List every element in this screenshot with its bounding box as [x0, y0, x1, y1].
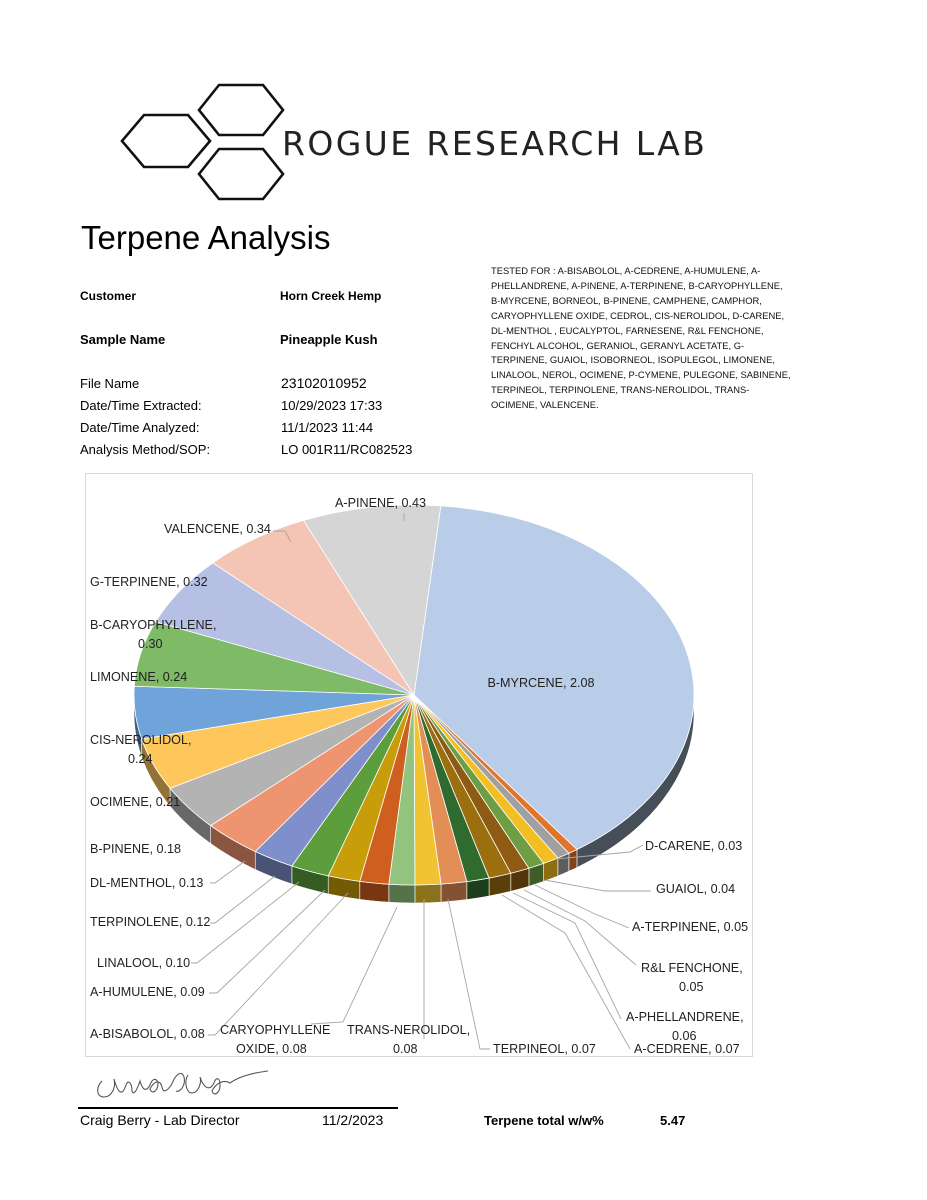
file-name-value: 23102010952: [281, 375, 367, 391]
data-label-a-pinene: A-PINENE, 0.43: [335, 496, 426, 510]
page-title: Terpene Analysis: [81, 219, 331, 256]
pie-side-trans-nerolidol: [441, 882, 467, 903]
data-label-trans-nerolidol: TRANS-NEROLIDOL, 0.08: [347, 1023, 471, 1056]
data-label-cis-nerolidol: CIS-NEROLIDOL, 0.24: [90, 733, 192, 766]
lab-name-logo-text: ROGUE RESEARCH LAB: [282, 124, 708, 163]
date-extracted-value: 10/29/2023 17:33: [281, 398, 383, 413]
terpene-pie-chart: [85, 473, 753, 1057]
sample-name-value: Pineapple Kush: [280, 332, 378, 347]
date-extracted-label: Date/Time Extracted:: [80, 398, 202, 413]
data-label-caryophyllene-oxide: CARYOPHYLLENE OXIDE, 0.08: [220, 1023, 331, 1056]
analysis-method-label: Analysis Method/SOP:: [80, 442, 211, 457]
pie-side-a-bisabolol: [389, 884, 415, 903]
data-label-a-phellandrene: A-PHELLANDRENE, 0.06: [626, 1010, 744, 1043]
data-label-a-cedrene: A-CEDRENE, 0.07: [634, 1042, 740, 1056]
pie-side-caryophyllene-oxide: [415, 884, 441, 903]
leader-line: [524, 890, 636, 965]
data-label-linalool: LINALOOL, 0.10: [97, 956, 191, 970]
date-analyzed-value: 11/1/2023 11:44: [281, 420, 374, 435]
customer-value: Horn Creek Hemp: [280, 289, 382, 303]
data-label-terpineol: TERPINEOL, 0.07: [493, 1042, 596, 1056]
data-label-valencene: VALENCENE, 0.34: [164, 522, 271, 536]
sample-name-label: Sample Name: [80, 332, 166, 347]
hexagon-logo-icon: [115, 78, 285, 203]
leader-line: [502, 895, 630, 1049]
leader-line: [311, 907, 397, 1024]
data-label-guaiol: GUAIOL, 0.04: [656, 882, 736, 896]
pie-slices: [134, 505, 694, 885]
pie-side-a-humulene: [360, 881, 389, 902]
data-label-d-carene: D-CARENE, 0.03: [645, 839, 743, 853]
data-label-a-terpinene: A-TERPINENE, 0.05: [632, 920, 749, 934]
leader-line: [210, 861, 245, 883]
data-label-limonene: LIMONENE, 0.24: [90, 670, 188, 684]
signature-image: [92, 1063, 282, 1105]
tested-for-list: TESTED FOR : A-BISABOLOL, A-CEDRENE, A-HUMULENE, A-PHELLANDRENE, A-PINENE, A-TERPINENE, B-CARYOPHYLLENE, B-MYRCENE, BORNEOL, B-PINENE, CAMPHENE, CAMPHOR, CARYOPHYLLENE OXIDE, CEDROL, CIS-NEROLIDOL, D-CARENE, DL-MENTHOL , EUCALYPTOL, FARNESENE, R&L FENCHONE, FENCHYL ALCOHOL, GERANIOL, GERANYL ACETATE, G-TERPINENE, GUAIOL, ISOBORNEOL, ISOPULEGOL, LIMONENE, LINALOOL, NEROL, OCIMENE, P-CYMENE, PULEGONE, SABINENE, TERPINEOL, TERPINOLENE, TRANS-NEROLIDOL, TRANS-OCIMENE, VALENCENE.: [491, 265, 791, 411]
report-date: 11/2/2023: [322, 1112, 384, 1128]
customer-label: Customer: [80, 289, 137, 303]
data-label-b-pinene: B-PINENE, 0.18: [90, 842, 181, 856]
data-label-dl-menthol: DL-MENTHOL, 0.13: [90, 876, 204, 890]
data-label-terpinolene: TERPINOLENE, 0.12: [90, 915, 211, 929]
terpene-total-label: Terpene total w/w%: [484, 1113, 604, 1128]
date-analyzed-label: Date/Time Analyzed:: [80, 420, 200, 435]
data-label-ocimene: OCIMENE, 0.21: [90, 795, 181, 809]
leader-line: [209, 890, 325, 993]
leader-line: [208, 893, 348, 1035]
data-label-g-terpinene: G-TERPINENE, 0.32: [90, 575, 208, 589]
analysis-method-value: LO 001R11/RC082523: [281, 442, 413, 457]
signature-line: [78, 1107, 398, 1109]
terpene-total-value: 5.47: [660, 1113, 686, 1128]
lab-director-name: Craig Berry - Lab Director: [80, 1112, 240, 1128]
data-label-r-l-fenchone: R&L FENCHONE, 0.05: [641, 961, 743, 994]
file-name-label: File Name: [80, 376, 140, 391]
data-label-a-bisabolol: A-BISABOLOL, 0.08: [90, 1027, 205, 1041]
data-label-b-caryophyllene: B-CARYOPHYLLENE, 0.30: [90, 618, 217, 651]
data-label-b-myrcene: B-MYRCENE, 2.08: [487, 676, 595, 690]
data-label-a-humulene: A-HUMULENE, 0.09: [90, 985, 205, 999]
leader-line: [210, 876, 275, 923]
leader-line: [545, 880, 651, 891]
